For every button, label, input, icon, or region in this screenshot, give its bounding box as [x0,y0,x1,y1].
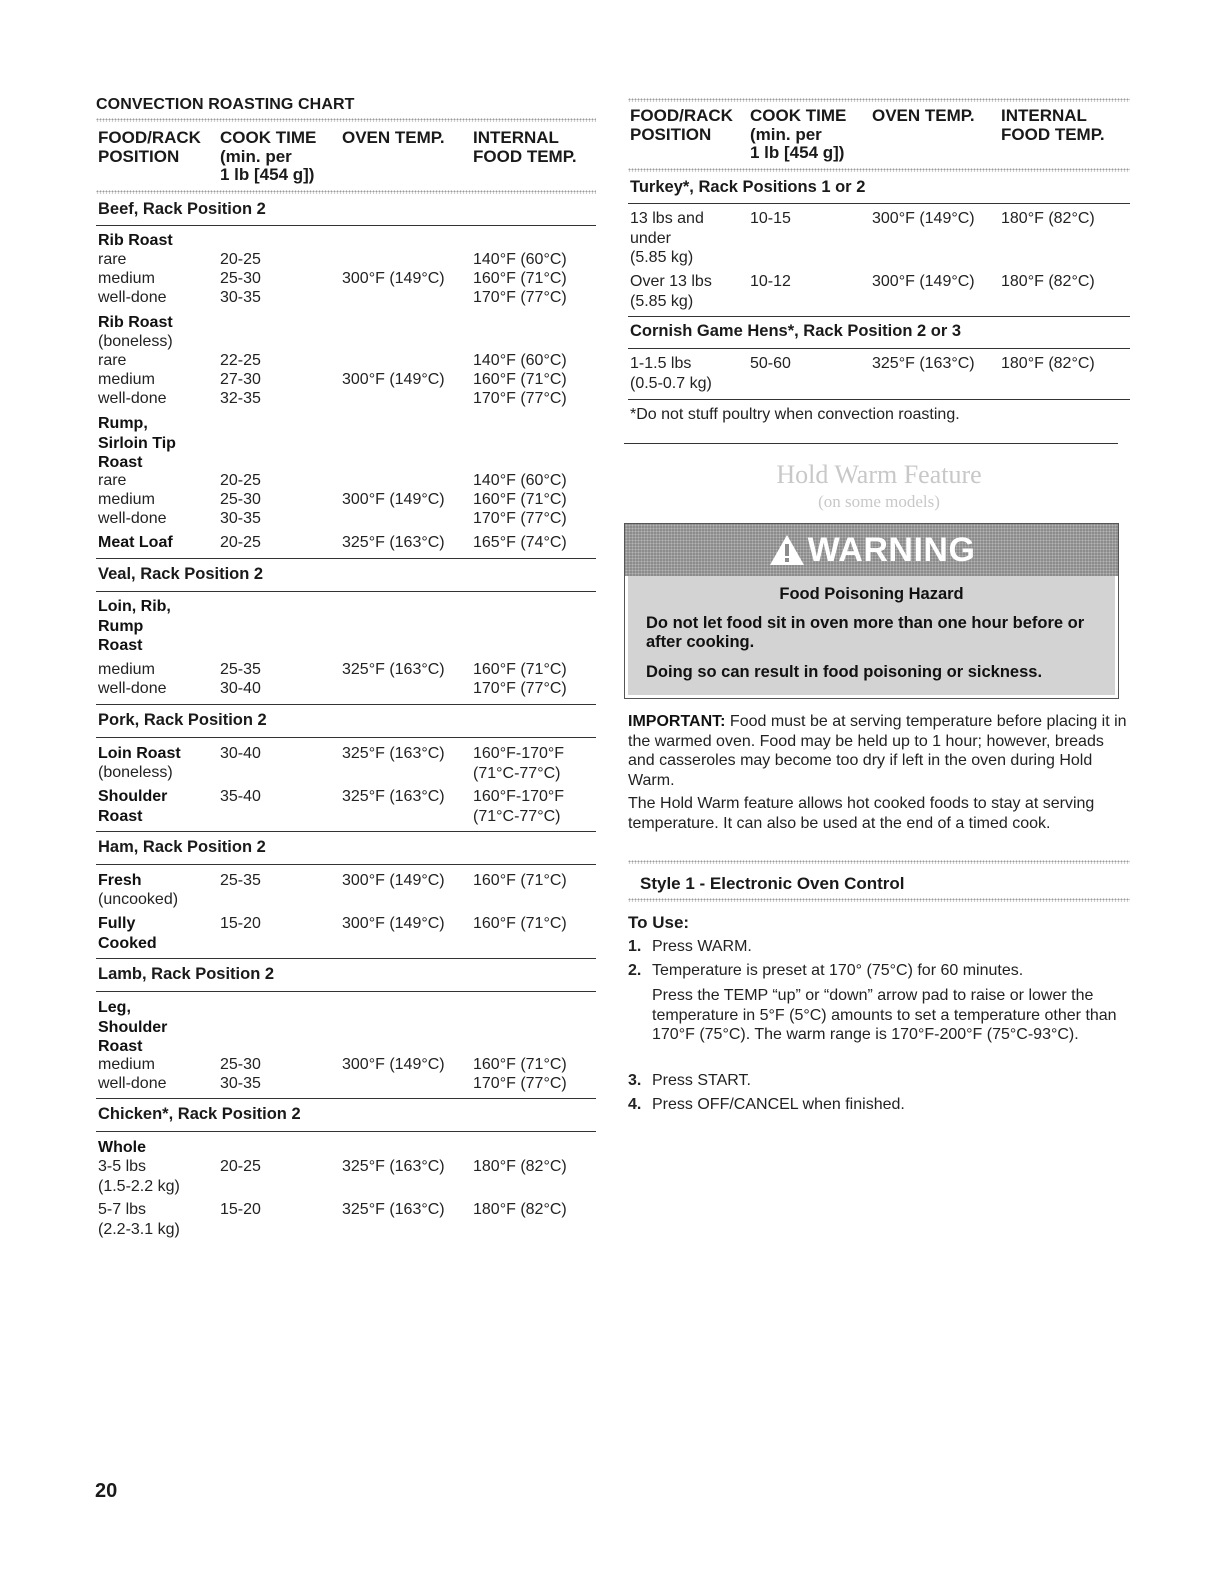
food-cell: rare [98,352,127,369]
header-food: FOOD/RACK POSITION [98,128,201,166]
internal-cell: 170°F (77°C) [473,1075,567,1092]
internal-cell: 160°F (71°C) [473,915,567,932]
time-cell: 20-25 [220,1158,261,1175]
time-cell: 30-40 [220,680,261,697]
warning-hazard: Food Poisoning Hazard [779,585,964,603]
important-label: IMPORTANT: [628,713,726,730]
header-cook-time: COOK TIME (min. per 1 lb [454 g]) [220,128,317,184]
divider [96,1131,596,1132]
warning-banner [625,524,1118,576]
internal-cell: 165°F (74°C) [473,534,567,551]
divider [96,225,596,226]
time-cell: 30-40 [220,745,261,762]
step-text: Press OFF/CANCEL when finished. [652,1096,905,1113]
header-food: FOOD/RACK POSITION [630,106,733,144]
time-cell: 50-60 [750,355,791,372]
header-internal-temp: INTERNAL FOOD TEMP. [1001,106,1105,144]
divider [628,399,1130,400]
to-use-heading: To Use: [628,913,690,932]
time-cell: 15-20 [220,915,261,932]
step-text: Temperature is preset at 170° (75°C) for 60 minutes. [652,962,1024,979]
internal-cell: 140°F (60°C) [473,352,567,369]
oven-cell: 325°F (163°C) [342,1158,445,1175]
time-cell: 32-35 [220,390,261,407]
food-cell: Rib Roast [98,232,173,249]
oven-cell: 300°F (149°C) [342,1056,445,1073]
food-cell: Loin Roast [98,745,181,762]
internal-cell: 160°F-170°F (71°C-77°C) [473,745,565,782]
time-cell: 25-35 [220,872,261,889]
divider [96,118,596,122]
food-cell: Fresh [98,872,142,889]
food-cell: Over 13 lbs (5.85 kg) [630,273,712,310]
time-cell: 25-35 [220,661,261,678]
chart-title: CONVECTION ROASTING CHART [96,96,355,113]
internal-cell: 180°F (82°C) [1001,355,1095,372]
divider [96,991,596,992]
divider [628,98,1130,102]
time-cell: 20-25 [220,472,261,489]
food-cell: Rump, Sirloin Tip Roast [98,415,176,471]
food-cell: 1-1.5 lbs (0.5-0.7 kg) [630,355,712,392]
internal-cell: 180°F (82°C) [1001,210,1095,227]
food-cell: Whole [98,1139,146,1156]
oven-cell: 300°F (149°C) [342,915,445,932]
time-cell: 35-40 [220,788,261,805]
step-number: 1. [628,938,642,955]
important-text: Food must be at serving temperature before placing it in the warmed oven. Food may be held up to 1 hour; however, breads and casseroles may become too dry if left in the oven during Hold Warm. [628,713,1127,789]
internal-cell: 160°F (71°C) [473,872,567,889]
time-cell: 20-25 [220,251,261,268]
section-title-lamb: Lamb, Rack Position 2 [98,965,275,983]
oven-cell: 325°F (163°C) [342,661,445,678]
step-text: Press the TEMP “up” or “down” arrow pad to raise or lower the temperature in 5°F (5°C) amounts to set a temperature other than 170°F (75°C). The warm range is 170°F-200°F (75°C-93°C). [652,987,1117,1043]
time-cell: 20-25 [220,534,261,551]
step-text: Press WARM. [652,938,752,955]
internal-cell: 180°F (82°C) [1001,273,1095,290]
internal-cell: 170°F (77°C) [473,680,567,697]
oven-cell: 300°F (149°C) [342,491,445,508]
time-cell: 30-35 [220,510,261,527]
divider [628,348,1130,349]
step-number: 4. [628,1096,642,1113]
divider [628,898,1130,902]
divider [96,1098,596,1099]
internal-cell: 160°F (71°C) [473,270,567,287]
hold-warm-title: Hold Warm Feature [776,460,982,489]
food-cell: medium [98,491,155,508]
section-title-chicken: Chicken*, Rack Position 2 [98,1105,301,1123]
divider [96,704,596,705]
warning-triangle-icon [768,533,806,567]
time-cell: 25-30 [220,270,261,287]
time-cell: 25-30 [220,1056,261,1073]
oven-cell: 325°F (163°C) [342,745,445,762]
food-cell: well-done [98,390,167,407]
header-internal-temp: INTERNAL FOOD TEMP. [473,128,577,166]
time-cell: 30-35 [220,289,261,306]
step-text: Press START. [652,1072,751,1089]
food-cell: Loin, Rib, Rump Roast [98,598,171,654]
step-number: 2. [628,962,642,979]
food-cell: medium [98,371,155,388]
divider [96,558,596,559]
warning-box [624,523,1119,699]
divider [624,443,1118,444]
internal-cell: 180°F (82°C) [473,1201,567,1218]
divider [96,190,596,194]
food-cell: Leg, Shoulder Roast [98,999,168,1055]
style-title: Style 1 - Electronic Oven Control [640,874,905,893]
important-paragraph [628,712,1130,790]
divider [628,168,1130,172]
food-cell: rare [98,251,127,268]
section-title-cornish-hens: Cornish Game Hens*, Rack Position 2 or 3 [630,322,962,340]
hold-warm-subtitle: (on some models) [818,492,940,511]
food-cell: medium [98,270,155,287]
divider [96,958,596,959]
footnote: *Do not stuff poultry when convection roasting. [630,406,960,423]
time-cell: 27-30 [220,371,261,388]
food-cell: well-done [98,1075,167,1092]
time-cell: 25-30 [220,491,261,508]
internal-cell: 160°F (71°C) [473,491,567,508]
food-cell: Fully Cooked [98,915,157,952]
section-title-turkey: Turkey*, Rack Positions 1 or 2 [630,178,866,196]
header-oven-temp: OVEN TEMP. [342,128,445,147]
food-cell: 13 lbs and under (5.85 kg) [630,210,704,266]
divider [96,591,596,592]
food-cell: Rib Roast [98,314,173,331]
page-number: 20 [95,1480,118,1502]
paragraph: The Hold Warm feature allows hot cooked foods to stay at serving temperature. It can also be used at the end of a timed cook. [628,795,1095,832]
step-number: 3. [628,1072,642,1089]
internal-cell: 160°F (71°C) [473,661,567,678]
warning-body [628,576,1115,695]
food-cell: Shoulder Roast [98,788,168,825]
internal-cell: 160°F-170°F (71°C-77°C) [473,788,565,825]
section-title-pork: Pork, Rack Position 2 [98,711,267,729]
time-cell: 10-15 [750,210,791,227]
internal-cell: 180°F (82°C) [473,1158,567,1175]
header-oven-temp: OVEN TEMP. [872,106,975,125]
internal-cell: 170°F (77°C) [473,289,567,306]
section-title-beef: Beef, Rack Position 2 [98,200,266,218]
internal-cell: 170°F (77°C) [473,510,567,527]
internal-cell: 160°F (71°C) [473,371,567,388]
food-cell: (uncooked) [98,891,179,908]
oven-cell: 325°F (163°C) [342,534,445,551]
divider [96,737,596,738]
divider [96,864,596,865]
divider [628,203,1130,204]
internal-cell: 160°F (71°C) [473,1056,567,1073]
internal-cell: 170°F (77°C) [473,390,567,407]
time-cell: 15-20 [220,1201,261,1218]
food-cell: (boneless) [98,764,173,781]
section-title-veal: Veal, Rack Position 2 [98,565,264,583]
time-cell: 30-35 [220,1075,261,1092]
header-cook-time: COOK TIME (min. per 1 lb [454 g]) [750,106,847,162]
divider [628,860,1130,864]
oven-cell: 325°F (163°C) [872,355,975,372]
oven-cell: 300°F (149°C) [872,273,975,290]
oven-cell: 300°F (149°C) [342,872,445,889]
food-cell: medium [98,661,155,678]
food-cell: 5-7 lbs (2.2-3.1 kg) [98,1201,180,1238]
divider [628,316,1130,317]
oven-cell: 300°F (149°C) [342,371,445,388]
food-cell: rare [98,472,127,489]
internal-cell: 140°F (60°C) [473,472,567,489]
time-cell: 10-12 [750,273,791,290]
warning-banner-label: WARNING [807,530,976,569]
divider [96,831,596,832]
food-cell: 3-5 lbs (1.5-2.2 kg) [98,1158,180,1195]
oven-cell: 300°F (149°C) [342,270,445,287]
internal-cell: 140°F (60°C) [473,251,567,268]
time-cell: 22-25 [220,352,261,369]
warning-line-1: Do not let food sit in oven more than one hour before or after cooking. [646,614,1085,651]
food-cell: well-done [98,289,167,306]
oven-cell: 300°F (149°C) [872,210,975,227]
food-cell: Meat Loaf [98,534,173,551]
food-cell: medium [98,1056,155,1073]
food-cell: well-done [98,680,167,697]
oven-cell: 325°F (163°C) [342,1201,445,1218]
oven-cell: 325°F (163°C) [342,788,445,805]
food-cell: (boneless) [98,333,173,350]
food-cell: well-done [98,510,167,527]
section-title-ham: Ham, Rack Position 2 [98,838,266,856]
warning-line-2: Doing so can result in food poisoning or sickness. [646,663,1043,681]
